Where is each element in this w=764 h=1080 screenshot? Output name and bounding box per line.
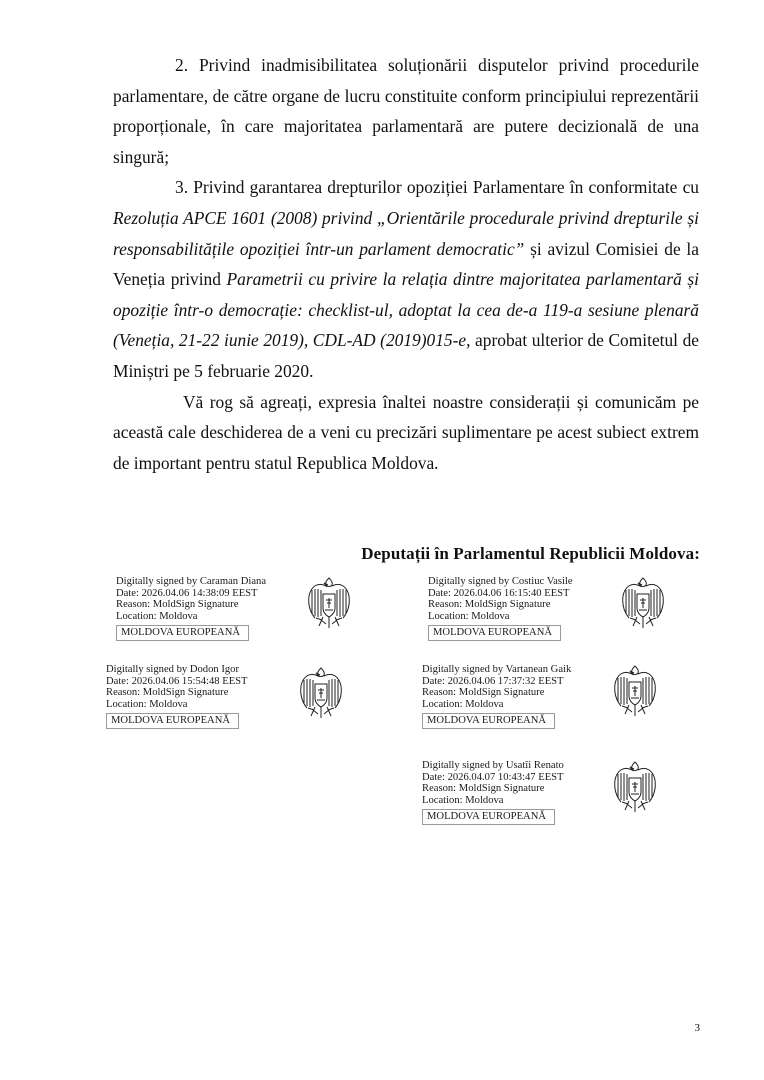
party-box: MOLDOVA EUROPEANĂ [428,625,561,641]
signed-by: Digitally signed by Costiuc Vasile [428,576,573,587]
signature-reason: Reason: MoldSign Signature [422,687,545,699]
paragraph-point-3 [113,172,699,386]
moldova-coat-of-arms-icon [298,664,344,722]
moldova-coat-of-arms-icon [612,758,658,816]
paragraph-point-3-end: aprobat ulterior de Comitetul de Miniștri pe 5 februarie 2020. [113,330,699,381]
signature-block [106,664,248,729]
paragraph-point-2: 2. Privind inadmisibilitatea soluționării disputelor privind procedurile parlamentare, de către organe de lucru constituite conform principiului reprezentării proporționale, în care majoritatea parlamentară are putere decizională de una singură; [113,55,699,167]
signature-reason: Reason: MoldSign Signature [106,687,229,699]
party-box: MOLDOVA EUROPEANĂ [422,713,555,729]
signature-location: Location: Moldova [422,794,504,806]
signers-heading: Deputații în Parlamentul Republicii Moldova: [361,544,700,563]
signature-date: Date: 2026.04.06 16:15:40 EEST [428,587,570,599]
letter-body [113,50,699,478]
moldova-coat-of-arms-icon [620,574,666,632]
resolution-reference: Rezoluția APCE 1601 (2008) privind „Orientările procedurale privind drepturile și responsabilitățile opoziției într-un parlament democratic” [113,207,699,259]
signature-block [116,576,266,641]
signature-block [422,760,564,825]
paragraph-point-3-intro: 3. Privind garantarea drepturilor opoziției Parlamentare în conformitate cu [175,177,699,198]
closing-paragraph: Vă rog să agreați, expresia înaltei noastre considerații și comunicăm pe această cale deschiderea de a veni cu precizări suplimentare pe acest subiect extrem de important pentru statul Republica Moldova. [113,391,699,473]
signature-location: Location: Moldova [106,698,188,710]
signature-location: Location: Moldova [116,610,198,622]
signed-by: Digitally signed by Dodon Igor [106,664,239,675]
signed-by: Digitally signed by Usatîi Renato [422,760,564,771]
party-box: MOLDOVA EUROPEANĂ [116,625,249,641]
signature-reason: Reason: MoldSign Signature [422,783,545,795]
signature-location: Location: Moldova [428,610,510,622]
signed-by: Digitally signed by Caraman Diana [116,576,267,587]
venice-commission-reference: Parametrii cu privire la relația dintre majoritatea parlamentară și opoziție într-o democrație: checklist-ul, adoptat la cea de-a 119-a sesiune plenară (Veneția, 21-22 iunie 2019), CDL-AD (2019)015-e, [113,269,699,351]
paragraph-point-3-link: și avizul Comisiei de la Veneția privind [113,238,699,290]
party-box: MOLDOVA EUROPEANĂ [422,809,555,825]
signature-date: Date: 2026.04.06 15:54:48 EEST [106,675,248,687]
moldova-coat-of-arms-icon [612,662,658,720]
signature-reason: Reason: MoldSign Signature [116,599,239,611]
signature-date: Date: 2026.04.07 10:43:47 EEST [422,771,564,783]
signed-by: Digitally signed by Vartanean Gaik [422,664,572,675]
signature-location: Location: Moldova [422,698,504,710]
signature-block [428,576,573,641]
page-number: 3 [694,1022,700,1034]
signature-block [422,664,571,729]
signature-date: Date: 2026.04.06 17:37:32 EEST [422,675,564,687]
party-box: MOLDOVA EUROPEANĂ [106,713,239,729]
signature-reason: Reason: MoldSign Signature [428,599,551,611]
moldova-coat-of-arms-icon [306,574,352,632]
signature-date: Date: 2026.04.06 14:38:09 EEST [116,587,258,599]
